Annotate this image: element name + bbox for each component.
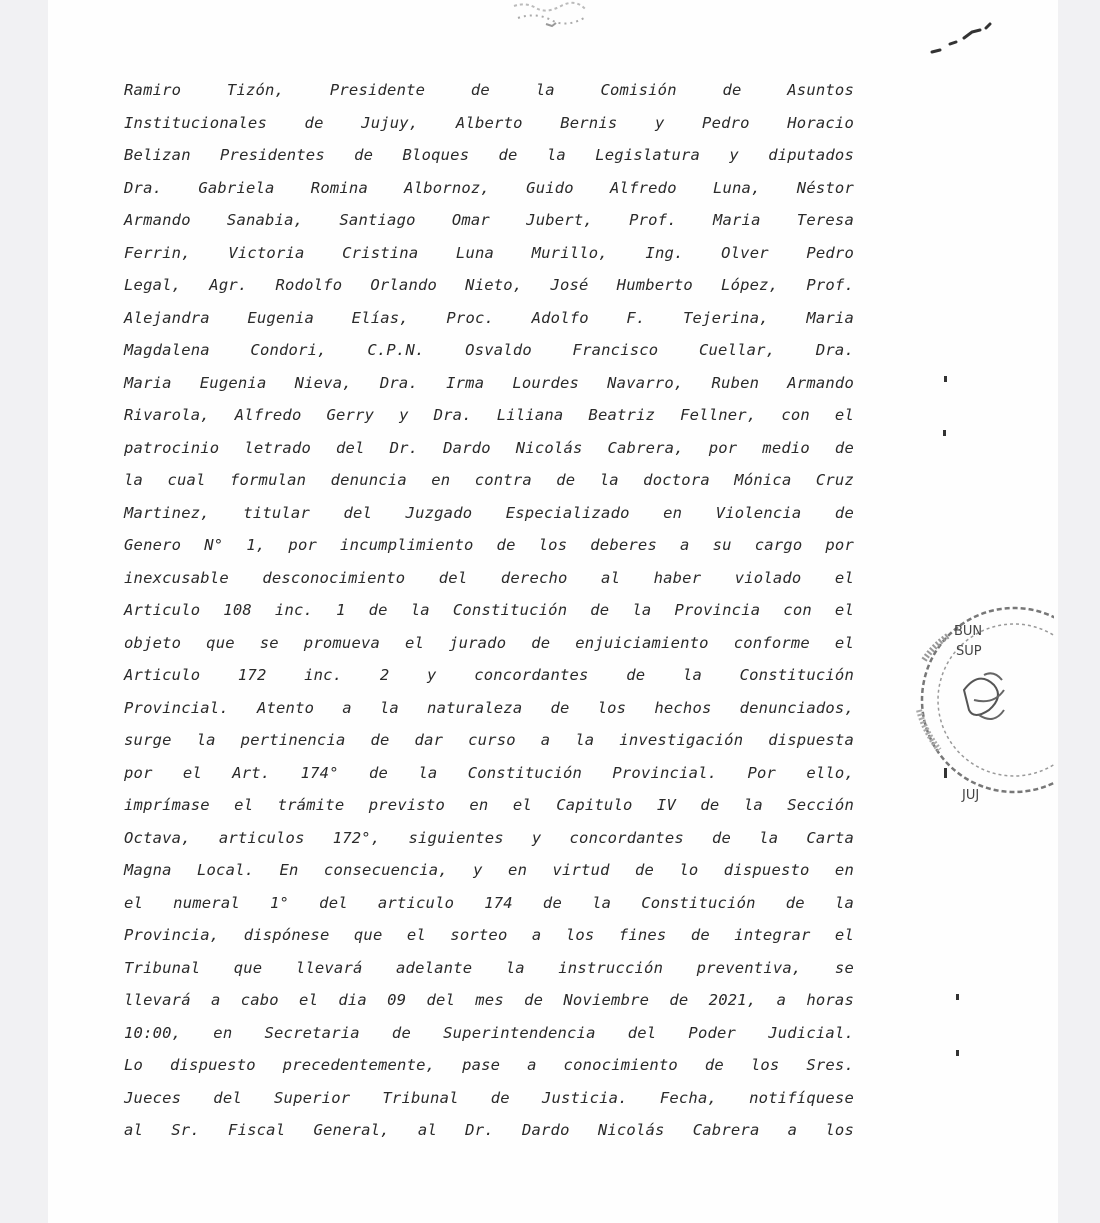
margin-speck <box>956 1050 959 1056</box>
text-line: Magdalena Condori, C.P.N. Osvaldo Francisco Cuellar, Dra. <box>124 341 854 359</box>
text-line: Articulo 108 inc. 1 de la Constitución de la Provincia con el <box>124 601 854 619</box>
text-line: por el Art. 174° de la Constitución Provincial. Por ello, <box>124 763 854 782</box>
text-line: el numeral 1° del articulo 174 de la Constitución de la <box>124 893 854 912</box>
text-line: Tribunal que llevará adelante la instrucción preventiva, se <box>124 958 854 977</box>
text-line: Octava, articulos 172°, siguientes y concordantes de la Carta <box>124 828 854 847</box>
text-line: Martinez, titular del Juzgado Especializado en Violencia de <box>124 503 854 522</box>
text-line: Provincial. Atento a la naturaleza de los hechos denunciados, <box>124 698 854 717</box>
text-line: llevará a cabo el dia 09 del mes de Noviembre de 2021, a horas <box>124 991 854 1009</box>
text-line: Institucionales de Jujuy, Alberto Bernis y Pedro Horacio <box>124 113 854 132</box>
text-line: imprímase el trámite previsto en el Capitulo IV de la Sección <box>124 796 854 814</box>
text-line: inexcusable desconocimiento del derecho al haber violado el <box>124 568 854 587</box>
official-seal <box>904 600 1054 820</box>
text-line: Magna Local. En consecuencia, y en virtud de lo dispuesto en <box>124 861 854 879</box>
text-line: la cual formulan denuncia en contra de la doctora Mónica Cruz <box>124 471 854 489</box>
seal-text-mid: SUP <box>956 644 982 659</box>
text-line: Jueces del Superior Tribunal de Justicia. Fecha, notifíquese <box>124 1088 854 1107</box>
document-page <box>48 0 1058 1223</box>
text-line: Ferrin, Victoria Cristina Luna Murillo, Ing. Olver Pedro <box>124 243 854 262</box>
text-line: Ramiro Tizón, Presidente de la Comisión de Asuntos <box>124 81 854 99</box>
seal-text-bottom: JUJ <box>962 788 980 803</box>
text-line: surge la pertinencia de dar curso a la investigación dispuesta <box>124 731 854 749</box>
header-stamp-mark <box>506 0 596 30</box>
text-line: objeto que se promueva el jurado de enjuiciamiento conforme el <box>124 633 854 652</box>
margin-speck <box>943 430 946 436</box>
text-line: Legal, Agr. Rodolfo Orlando Nieto, José Humberto López, Prof. <box>124 276 854 294</box>
text-line: Maria Eugenia Nieva, Dra. Irma Lourdes Navarro, Ruben Armando <box>124 373 854 392</box>
text-line: patrocinio letrado del Dr. Dardo Nicolás Cabrera, por medio de <box>124 438 854 457</box>
text-line: 10:00, en Secretaria de Superintendencia del Poder Judicial. <box>124 1023 854 1042</box>
margin-speck <box>944 768 947 778</box>
text-line: Provincia, dispónese que el sorteo a los fines de integrar el <box>124 926 854 944</box>
text-line: Articulo 172 inc. 2 y concordantes de la Constitución <box>124 666 854 684</box>
document-body <box>124 74 854 1147</box>
text-line: Lo dispuesto precedentemente, pase a conocimiento de los Sres. <box>124 1056 854 1074</box>
text-line: Belizan Presidentes de Bloques de la Legislatura y diputados <box>124 146 854 164</box>
text-line: Dra. Gabriela Romina Albornoz, Guido Alfredo Luna, Néstor <box>124 178 854 197</box>
text-line: Armando Sanabia, Santiago Omar Jubert, Prof. Maria Teresa <box>124 211 854 229</box>
text-line: Genero N° 1, por incumplimiento de los deberes a su cargo por <box>124 536 854 554</box>
text-line: Alejandra Eugenia Elías, Proc. Adolfo F. Tejerina, Maria <box>124 308 854 327</box>
text-line: Rivarola, Alfredo Gerry y Dra. Liliana Beatriz Fellner, con el <box>124 406 854 424</box>
margin-speck <box>944 376 947 382</box>
text-line: al Sr. Fiscal General, al Dr. Dardo Nicolás Cabrera a los <box>124 1121 854 1139</box>
margin-speck <box>956 994 959 1000</box>
margin-mark <box>928 22 998 58</box>
seal-text-top: BUN <box>954 624 983 639</box>
